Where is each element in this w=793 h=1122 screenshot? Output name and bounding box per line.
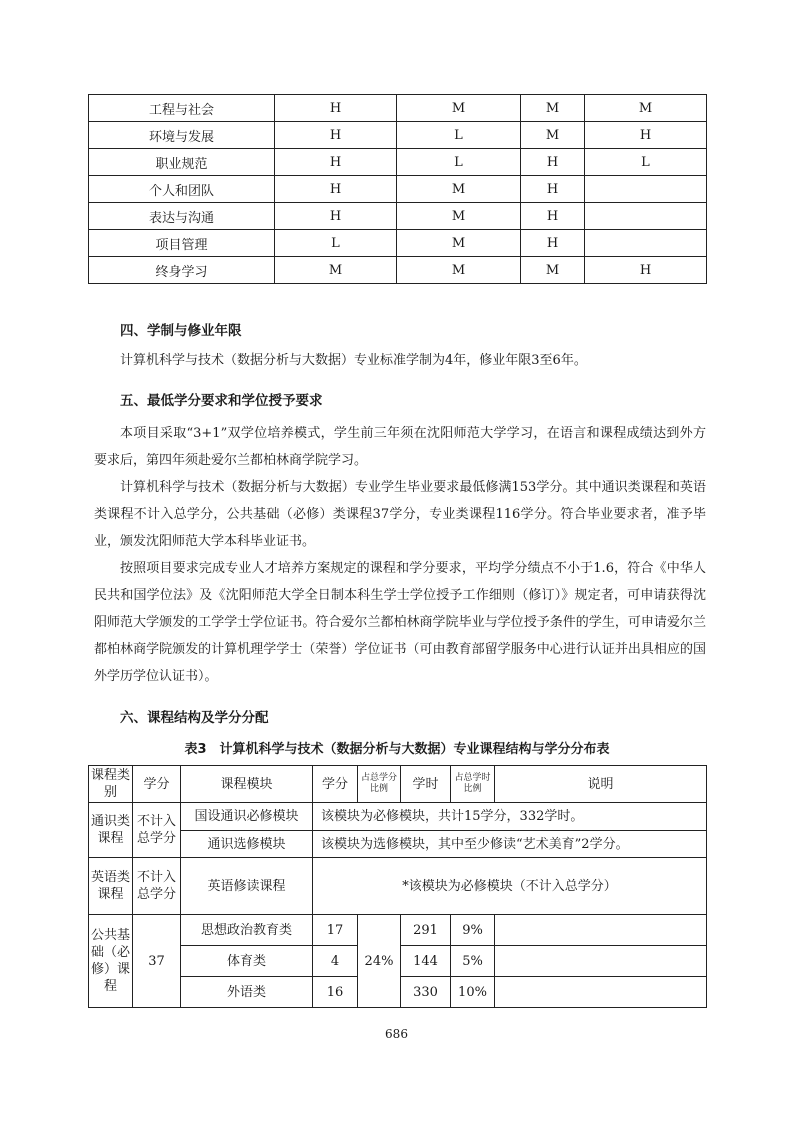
section-heading: 五、最低学分要求和学位授予要求 (120, 393, 323, 409)
table-cell: 终身学习 (89, 257, 275, 284)
paragraph (94, 420, 706, 690)
credit-ratio-cell: 24% (358, 915, 401, 1008)
table-cell: H (521, 149, 585, 176)
table-row (89, 95, 707, 122)
competency-matrix-table (88, 94, 707, 284)
note-cell (495, 915, 707, 946)
table-cell: M (397, 176, 521, 203)
credits-cell: 不计入总学分 (133, 803, 181, 858)
table-row (89, 149, 707, 176)
note-cell: 该模块为必修模块，共计15学分，332学时。 (313, 803, 707, 831)
table-cell: 个人和团队 (89, 176, 275, 203)
hours-cell: 144 (401, 946, 451, 977)
note-cell (495, 977, 707, 1008)
table-cell: M (521, 122, 585, 149)
table-cell: H (585, 122, 707, 149)
note-cell (495, 946, 707, 977)
category-cell: 英语类课程 (89, 858, 133, 915)
paragraph-text: 计算机科学与技术（数据分析与大数据）专业学生毕业要求最低修满153学分。其中通识类课程和英语类课程不计入总学分，公共基础（必修）类课程37学分，专业类课程116学分。符合毕业要求者，准予毕业，颁发沈阳师范大学本科毕业证书。 (94, 480, 706, 549)
module-credits-cell: 16 (313, 977, 358, 1008)
page-number: 686 (385, 1027, 408, 1041)
course-structure-table (88, 765, 707, 1008)
credits-cell: 不计入总学分 (133, 858, 181, 915)
table-cell: M (397, 203, 521, 230)
table-row (89, 858, 707, 915)
paragraph-text: 按照项目要求完成专业人才培养方案规定的课程和学分要求，平均学分绩点不小于1.6，符合《中华人民共和国学位法》及《沈阳师范大学全日制本科生学士学位授予工作细则（修订）》规定者，可申请获得沈阳师范大学颁发的工学学士学位证书。符合爱尔兰都柏林商学院毕业与学位授予条件的学生，可申请爱尔兰都柏林商学院颁发的计算机理学学士（荣誉）学位证书（可由教育部留学服务中心进行认证并出具相应的国外学历学位认证书）。 (94, 561, 706, 684)
header-credits: 学分 (133, 766, 181, 803)
hour-ratio-cell: 5% (451, 946, 495, 977)
table-cell: 项目管理 (89, 230, 275, 257)
table-row (89, 230, 707, 257)
table-cell: 工程与社会 (89, 95, 275, 122)
table-cell (585, 230, 707, 257)
table-row (89, 915, 707, 946)
table-cell (585, 203, 707, 230)
table-cell: L (585, 149, 707, 176)
section-heading: 六、课程结构及学分分配 (120, 710, 269, 726)
table-cell: H (275, 149, 397, 176)
header-hours: 学时 (401, 766, 451, 803)
table-cell: M (585, 95, 707, 122)
table-header-row (89, 766, 707, 803)
table-cell: H (275, 203, 397, 230)
table-cell: H (521, 176, 585, 203)
paragraph-text: 计算机科学与技术（数据分析与大数据）专业标准学制为4年，修业年限3至6年。 (120, 353, 587, 368)
paragraph (94, 347, 706, 374)
header-credit-ratio: 占总学分比例 (358, 766, 401, 803)
table-cell: 环境与发展 (89, 122, 275, 149)
module-cell: 外语类 (181, 977, 313, 1008)
table-row (89, 257, 707, 284)
hour-ratio-cell: 9% (451, 915, 495, 946)
note-cell: 该模块为选修模块，其中至少修读“艺术美育”2学分。 (313, 831, 707, 858)
table-row (89, 831, 707, 858)
module-cell: 思想政治教育类 (181, 915, 313, 946)
header-hour-ratio: 占总学时比例 (451, 766, 495, 803)
credits-cell: 37 (133, 915, 181, 1008)
hour-ratio-cell: 10% (451, 977, 495, 1008)
module-credits-cell: 17 (313, 915, 358, 946)
table-cell: L (275, 230, 397, 257)
table-cell: L (397, 149, 521, 176)
table-cell: H (275, 176, 397, 203)
table-cell: H (521, 230, 585, 257)
table-row (89, 203, 707, 230)
table-cell: M (397, 230, 521, 257)
table-cell: H (521, 203, 585, 230)
table-cell: H (275, 122, 397, 149)
category-cell: 公共基础（必修）课程 (89, 915, 133, 1008)
note-cell: *该模块为必修模块（不计入总学分） (313, 858, 707, 915)
table-cell: M (521, 95, 585, 122)
section-heading: 四、学制与修业年限 (120, 323, 242, 339)
module-cell: 体育类 (181, 946, 313, 977)
category-cell: 通识类课程 (89, 803, 133, 858)
table-cell: 表达与沟通 (89, 203, 275, 230)
hours-cell: 330 (401, 977, 451, 1008)
table-cell: H (275, 95, 397, 122)
table-cell: M (397, 95, 521, 122)
module-cell: 英语修读课程 (181, 858, 313, 915)
header-module: 课程模块 (181, 766, 313, 803)
table-row (89, 803, 707, 831)
paragraph-text: 本项目采取“3+1”双学位培养模式，学生前三年须在沈阳师范大学学习，在语言和课程成绩达到外方要求后，第四年须赴爱尔兰都柏林商学院学习。 (94, 426, 706, 468)
table-row (89, 122, 707, 149)
table-cell: M (521, 257, 585, 284)
table-caption: 表3 计算机科学与技术（数据分析与大数据）专业课程结构与学分分布表 (184, 742, 610, 757)
table-cell: M (275, 257, 397, 284)
table-row (89, 176, 707, 203)
table-cell (585, 176, 707, 203)
table-cell: M (397, 257, 521, 284)
table-cell: H (585, 257, 707, 284)
module-cell: 国设通识必修模块 (181, 803, 313, 831)
header-category: 课程类别 (89, 766, 133, 803)
table-cell: 职业规范 (89, 149, 275, 176)
header-module-credits: 学分 (313, 766, 358, 803)
module-credits-cell: 4 (313, 946, 358, 977)
table-cell: L (397, 122, 521, 149)
header-note: 说明 (495, 766, 707, 803)
module-cell: 通识选修模块 (181, 831, 313, 858)
hours-cell: 291 (401, 915, 451, 946)
